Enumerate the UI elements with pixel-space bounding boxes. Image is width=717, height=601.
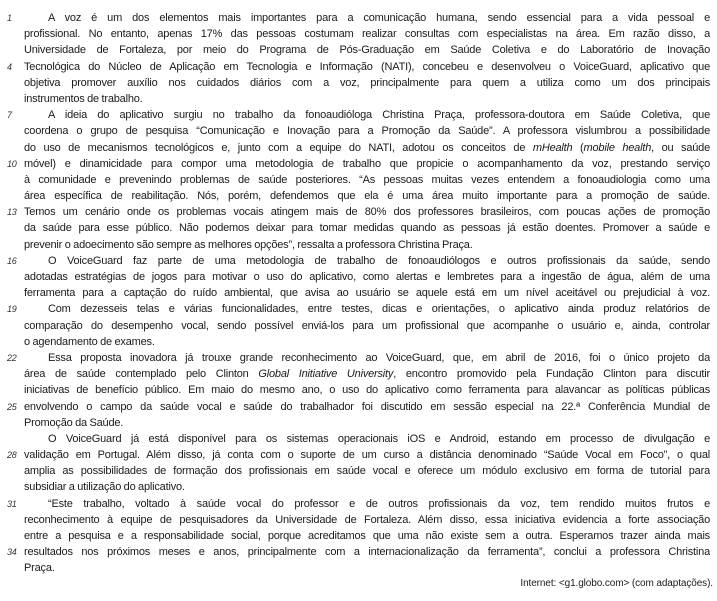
text-line [0, 59, 710, 75]
line-text: resultados nos próximos meses e anos, principalmente com a internacionalização da ferramenta”, conclui a professora Christina [24, 546, 710, 559]
line-number [0, 382, 18, 398]
text-line [0, 350, 710, 366]
line-text: área específica de reabilitação. Nós, porém, defendemos que ela é uma área muito importante para a promoção de saúde. [24, 190, 710, 203]
line-text: profissional. No entanto, apenas 17% das pessoas costumam realizar consultas com especialistas na área. Em razão disso, a [24, 28, 710, 41]
line-text: do uso de mecanismos tecnológicos e, junto com a equipe do NATI, adotou os conceitos de mHealth (mobile health, ou saúde [24, 141, 710, 154]
line-number [0, 123, 18, 139]
line-text: Universidade de Fortaleza, por meio do Programa de Pós-Graduação em Saúde Coletiva e do Laboratório de Inovação [24, 44, 710, 57]
line-number [0, 463, 18, 479]
line-number [0, 91, 18, 107]
line-text: Promoção da Saúde. [24, 416, 124, 429]
line-text: Essa proposta inovadora já trouxe grande reconhecimento ao VoiceGuard, que, em abril de 2016, foi o único projeto da [48, 351, 710, 364]
text-line [0, 237, 710, 253]
line-number [0, 479, 18, 495]
line-number: 1 [7, 13, 12, 23]
line-number [0, 237, 18, 253]
line-number: 34 [7, 547, 17, 558]
line-number: 19 [7, 304, 17, 315]
text-line [0, 382, 710, 398]
text-line [0, 10, 710, 26]
text-line [0, 91, 710, 107]
line-text: o agendamento de exames. [24, 335, 155, 348]
line-number [0, 318, 18, 334]
text-line [0, 399, 710, 415]
text-line [0, 269, 710, 285]
line-text: da saúde para esse público. Não podemos deixar para tomar medidas quando as pessoas já estão doentes. Promover a saúde e [24, 222, 710, 235]
line-text: O VoiceGuard faz parte de uma metodologia de trabalho de fonoaudiólogos e outros profissionais da saúde, sendo [48, 254, 710, 267]
line-number [0, 75, 18, 91]
line-text: comparação do desempenho vocal, sendo possível enviá-los para um profissional que acompanhe o usuário e, ainda, controlar [24, 319, 710, 332]
line-text: amplia as possibilidades de formação dos profissionais em saúde vocal e oferece um módulo exclusivo em forma de tutorial para [24, 465, 710, 478]
line-text: coordena o grupo de pesquisa “Comunicação e Inovação para a Promoção da Saúde”. A professora vislumbrou a possibilidade [24, 125, 710, 138]
text-line [0, 140, 710, 156]
line-number: 16 [7, 255, 17, 266]
line-number: 4 [7, 61, 12, 72]
line-text: iniciativas de benefício público. Em maio do mesmo ano, o uso do aplicativo como ferramenta para alavancar as políticas públicas [24, 384, 710, 397]
line-number [0, 431, 18, 447]
line-number [0, 26, 18, 42]
line-number [0, 188, 18, 204]
line-text: subsidiar a utilização do aplicativo. [24, 481, 185, 494]
text-line [0, 528, 710, 544]
line-number [0, 220, 18, 236]
text-line [0, 172, 710, 188]
line-text: validação em Portugal. Além disso, já conta com o suporte de um curso a distância denominado “Saúde Vocal em Foco”, o qual [24, 449, 710, 462]
line-text: prevenir o adoecimento são sempre as melhores opções”, ressalta a professora Christina Praça. [24, 238, 473, 251]
text-line [0, 431, 710, 447]
text-line [0, 496, 710, 512]
line-text: reconhecimento à equipe de pesquisadores da Universidade de Fortaleza. Além disso, essa iniciativa evidencia a forte associação [24, 513, 710, 526]
text-line [0, 75, 710, 91]
line-text: A voz é um dos elementos mais importantes para a comunicação humana, sendo essencial para a vida pessoal e [48, 12, 710, 24]
line-text: ferramenta para a captação do ruído ambiental, que avisa ao usuário se aquele está em um nível aceitável ou prejudicial à voz. [24, 287, 710, 300]
line-number [0, 269, 18, 285]
line-text: móvel) e dinamicidade para compor uma metodologia de trabalho que propicie o acompanhamento da voz, prestando serviço [24, 157, 710, 170]
text-line [0, 301, 710, 317]
line-number [0, 140, 18, 156]
line-text: área de saúde contemplado pelo Clinton Global Initiative University, encontro promovido pela Fundação Clinton para discutir [24, 368, 710, 381]
text-line [0, 415, 710, 431]
text-line [0, 318, 710, 334]
text-line [0, 156, 710, 172]
text-line [0, 204, 710, 220]
text-line [0, 220, 710, 236]
line-text: à comunidade e prevenindo problemas de saúde posteriores. “As pessoas muitas vezes entendem a fonoaudiologia como uma [24, 173, 710, 186]
text-line [0, 42, 710, 58]
line-text: Tecnológica do Núcleo de Aplicação em Tecnologia e Informação (NATI), concebeu e desenvolveu o VoiceGuard, aplicativo que [24, 60, 710, 73]
line-number [0, 172, 18, 188]
line-number: 31 [7, 498, 17, 509]
line-number: 28 [7, 450, 17, 461]
line-number [0, 334, 18, 350]
line-text: A ideia do aplicativo surgiu no trabalho da fonoaudióloga Christina Praça, professora-doutora em Saúde Coletiva, que [48, 109, 710, 122]
line-text: “Este trabalho, voltado à saúde vocal do professor e de outros profissionais da voz, tem rendido muitos frutos e [48, 497, 710, 510]
text-line [0, 253, 710, 269]
line-number [0, 415, 18, 431]
text-line [0, 334, 710, 350]
line-number: 13 [7, 207, 17, 218]
text-line [0, 463, 710, 479]
line-text: envolvendo o campo da saúde vocal e saúde do trabalhador foi discutido em sessão especial na 22.ª Conferência Mundial de [24, 400, 710, 413]
line-number [0, 285, 18, 301]
line-text: instrumentos de trabalho. [24, 92, 143, 105]
line-text: objetiva promover auxílio nos cuidados diários com a voz, principalmente para quem a utiliza como um dos principais [24, 76, 710, 89]
text-line [0, 512, 710, 528]
text-line [0, 123, 710, 139]
line-number [0, 528, 18, 544]
line-number [0, 366, 18, 382]
text-line [0, 366, 710, 382]
text-line [0, 544, 710, 560]
text-body [0, 10, 710, 577]
text-line [0, 447, 710, 463]
line-number: 7 [7, 110, 12, 121]
text-line [0, 107, 710, 123]
text-line [0, 188, 710, 204]
line-number: 10 [7, 158, 17, 169]
line-text: adotadas estratégias de jogos para motivar o uso do aplicativo, como alertas e lembretes para a ingestão de água, além de uma [24, 271, 710, 283]
line-text: Com dezesseis telas e várias funcionalidades, entre testes, dicas e orientações, o aplicativo ainda produz relatórios de [48, 303, 710, 316]
text-line [0, 479, 710, 495]
line-number [0, 512, 18, 528]
source-attribution: Internet: <g1.globo.com> (com adaptações). [520, 578, 713, 589]
text-line [0, 26, 710, 42]
line-number: 22 [7, 352, 17, 363]
line-text: entre a pesquisa e a responsabilidade social, porque acreditamos que uma não existe sem a outra. Esperamos trazer ainda mais [24, 530, 710, 542]
line-number [0, 42, 18, 58]
text-line [0, 285, 710, 301]
line-text: Praça. [24, 562, 55, 575]
line-text: O VoiceGuard já está disponível para os sistemas operacionais iOS e Android, estando em processo de divulgação e [48, 432, 710, 445]
line-number: 25 [7, 401, 17, 412]
line-number [0, 560, 18, 576]
text-line [0, 560, 710, 576]
line-text: Temos um cenário onde os problemas vocais atingem mais de 80% dos professores brasileiros, com poucas ações de promoção [24, 206, 710, 219]
